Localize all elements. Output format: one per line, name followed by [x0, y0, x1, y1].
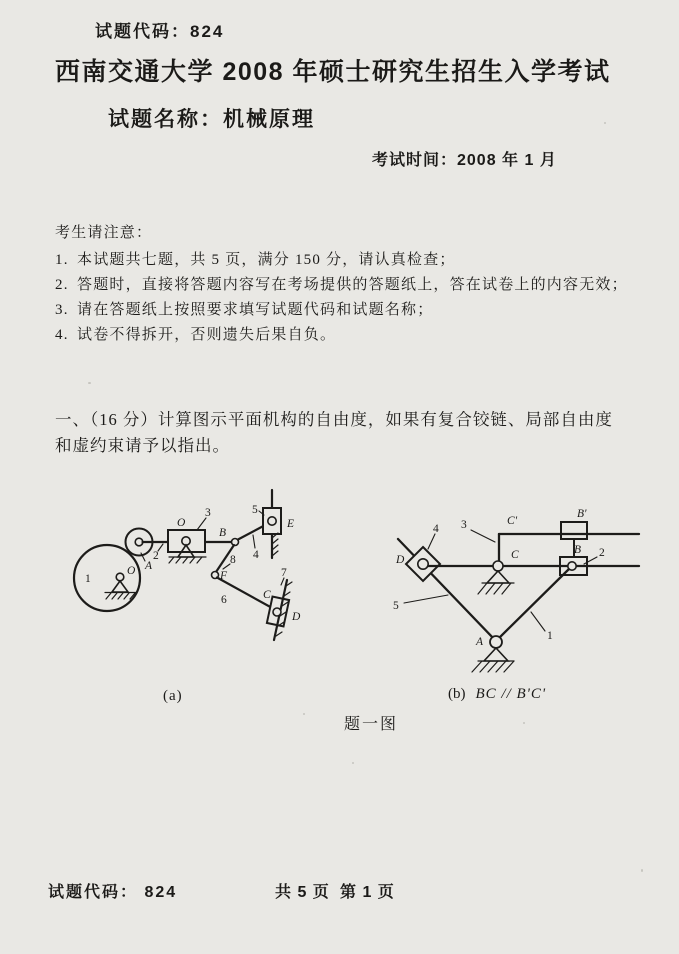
label-link-4: 4	[253, 549, 259, 561]
caption-b-prefix: (b)	[448, 686, 466, 702]
scan-speckle	[303, 713, 305, 715]
label-leader	[197, 518, 206, 530]
block-Bprime	[561, 522, 587, 539]
pivot-A-support	[484, 648, 508, 661]
label-joint-O1: O	[127, 565, 136, 577]
note-text: 答题时，直接将答题内容写在考场提供的答题纸上，答在试卷上的内容无效；	[77, 277, 628, 293]
exam-time: 考试时间：2008 年 1 月	[372, 152, 557, 169]
link-5	[398, 539, 495, 640]
scan-speckle	[523, 722, 525, 724]
label-joint-D: D	[396, 554, 405, 566]
joint-D-pin	[273, 608, 281, 616]
label-joint-A: A	[145, 560, 153, 572]
label-leader	[253, 535, 255, 548]
scan-speckle	[352, 762, 354, 764]
label-slider-5: 5	[252, 504, 258, 516]
link-1	[497, 567, 571, 640]
label-link-1: 1	[547, 630, 553, 642]
note-number: 3.	[55, 302, 69, 318]
scan-speckle	[641, 869, 643, 872]
label-joint-F: F	[220, 570, 228, 582]
note-item	[55, 248, 655, 273]
page-title: 西南交通大学 2008 年硕士研究生招生入学考试	[55, 58, 611, 86]
note-item	[55, 298, 655, 323]
caption-question1-figure: 题一图	[344, 716, 399, 733]
notes-heading: 考生请注意：	[55, 225, 153, 241]
label-joint-O2: O	[177, 517, 186, 529]
note-item	[55, 273, 655, 298]
joint-D-pin	[418, 559, 428, 569]
label-leader	[223, 564, 230, 569]
note-item	[55, 323, 655, 348]
label-slider-2: 2	[599, 547, 605, 559]
note-text: 请在答题纸上按照要求填写试题代码和试题名称；	[77, 302, 434, 318]
label-link-8: 8	[230, 554, 236, 566]
label-slider-7: 7	[281, 567, 287, 579]
cam-disc	[74, 545, 140, 611]
joint-E-pin	[268, 517, 276, 525]
figure-a-linework	[74, 490, 295, 640]
footer-current-page: 第 1 页	[340, 884, 395, 901]
label-joint-D: D	[292, 611, 301, 623]
figure-a-mechanism-diagram	[50, 478, 360, 708]
label-leader	[281, 578, 284, 585]
label-link-5: 5	[393, 600, 399, 612]
footer-total-pages: 共 5 页	[275, 884, 330, 901]
figure-b-mechanism-diagram	[368, 482, 660, 712]
note-text: 试卷不得拆开，否则遗失后果自负。	[77, 327, 337, 343]
exam-code-header: 试题代码：824	[95, 22, 225, 41]
label-joint-C: C	[263, 589, 271, 601]
ground-hatching	[478, 583, 514, 594]
footer-exam-code: 试题代码： 824	[48, 884, 178, 901]
label-joint-C: C	[511, 549, 519, 561]
question-1-text: 一、（16 分）计算图示平面机构的自由度，如果有复合铰链、局部自由度和虚约束请予以指出。	[55, 410, 613, 455]
label-joint-E: E	[287, 518, 295, 530]
note-number: 1.	[55, 252, 69, 268]
figure-b-linework	[398, 522, 639, 672]
label-leader	[158, 544, 163, 551]
note-number: 2.	[55, 277, 69, 293]
label-block-3: 3	[205, 507, 211, 519]
caption-figure-b	[448, 686, 546, 703]
label-link-2: 2	[153, 550, 159, 562]
pivot-C-support	[487, 571, 509, 583]
pivot-O-support	[112, 581, 128, 592]
label-joint-A: A	[476, 636, 484, 648]
caption-b-formula: BC // B'C'	[475, 686, 547, 702]
label-link-3: 3	[461, 519, 467, 531]
label-link-6: 6	[221, 594, 227, 606]
scan-speckle	[604, 122, 606, 124]
label-joint-B: B	[574, 544, 582, 556]
pivot-C-pin	[493, 561, 503, 571]
label-link-1: 1	[85, 573, 91, 585]
label-slider-4: 4	[433, 523, 439, 535]
note-text: 本试题共七题，共 5 页，满分 150 分，请认真检查；	[77, 252, 456, 268]
label-leaders	[404, 530, 597, 631]
joint-B-pin	[568, 562, 576, 570]
ground-hatching	[169, 557, 206, 563]
note-number: 4.	[55, 327, 69, 343]
label-joint-B: B	[219, 527, 227, 539]
scan-speckle	[88, 382, 91, 384]
subject-title: 试题名称：机械原理	[108, 108, 315, 131]
label-joint-Bprime: B'	[577, 508, 587, 520]
label-joint-Cprime: C'	[507, 515, 518, 527]
ground-hatching	[472, 661, 514, 672]
pivot-A-pin	[490, 636, 502, 648]
caption-figure-a: (a)	[163, 688, 183, 704]
candidate-notes	[55, 221, 655, 348]
